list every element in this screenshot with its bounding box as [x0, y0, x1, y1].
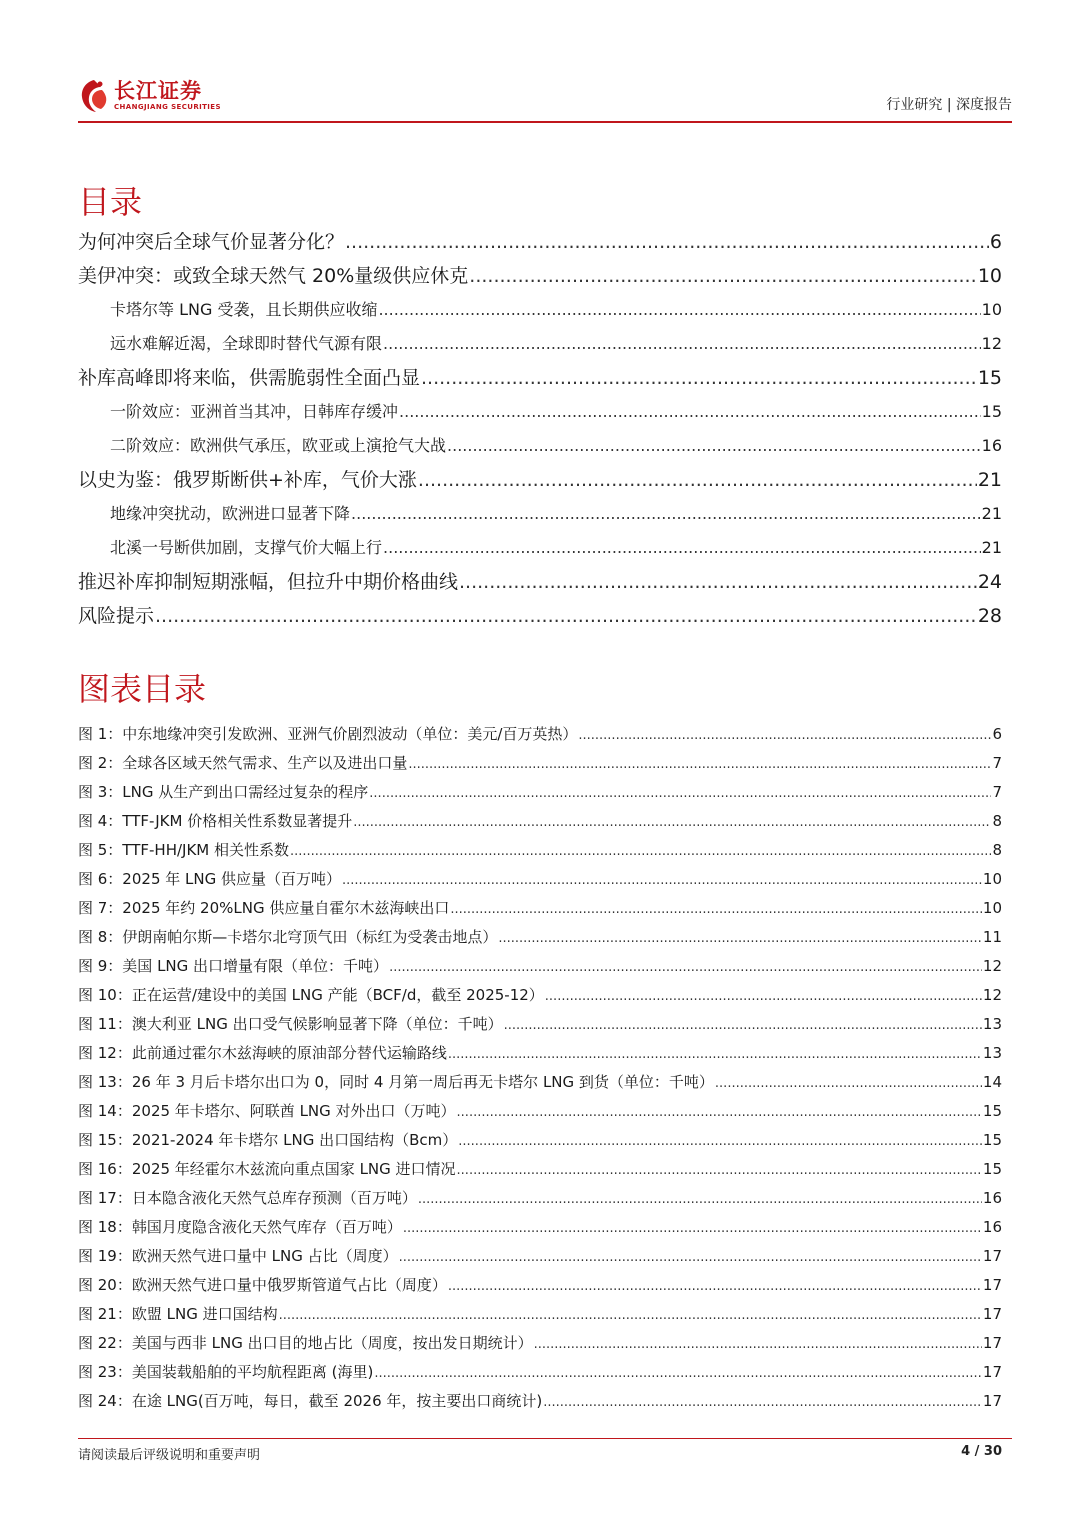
dot-leader — [578, 720, 991, 750]
figure-entry-page: 8 — [992, 841, 1002, 859]
page-number: 4 / 30 — [961, 1444, 1002, 1459]
figure-entry[interactable] — [78, 981, 1002, 1010]
toc-entry-page: 6 — [989, 231, 1002, 253]
figure-entry-label: 图 8：伊朗南帕尔斯—卡塔尔北穹顶气田（标红为受袭击地点） — [78, 928, 498, 946]
dot-leader — [469, 259, 977, 293]
figure-entry[interactable] — [78, 1097, 1002, 1126]
figure-entry-label: 图 22：美国与西非 LNG 出口目的地占比（周度，按出发日期统计） — [78, 1334, 533, 1352]
toc-entry[interactable] — [78, 361, 1002, 395]
figure-entry-page: 13 — [982, 1015, 1002, 1033]
figure-entry[interactable] — [78, 1068, 1002, 1097]
toc-list — [78, 225, 1002, 633]
toc-entry-page: 15 — [977, 367, 1002, 389]
figure-entry-page: 7 — [992, 754, 1002, 772]
figure-entry[interactable] — [78, 1300, 1002, 1329]
dot-leader — [418, 463, 977, 497]
toc-entry-page: 21 — [981, 504, 1002, 523]
dot-leader — [418, 1184, 982, 1214]
figure-entry-label: 图 21：欧盟 LNG 进口国结构 — [78, 1305, 278, 1323]
figure-entry-page: 15 — [982, 1160, 1002, 1178]
toc-entry[interactable] — [78, 293, 1002, 327]
figure-entry-page: 12 — [982, 986, 1002, 1004]
toc-entry-label: 风险提示 — [78, 605, 155, 627]
dot-leader — [421, 361, 977, 395]
figure-entry-page: 16 — [982, 1218, 1002, 1236]
toc-entry[interactable] — [78, 531, 1002, 565]
figure-entry-page: 16 — [982, 1189, 1002, 1207]
figure-entry[interactable] — [78, 1155, 1002, 1184]
figure-entry[interactable] — [78, 1126, 1002, 1155]
figure-list — [78, 720, 1002, 1416]
toc-entry[interactable] — [78, 599, 1002, 633]
toc-entry-page: 15 — [981, 402, 1002, 421]
dot-leader — [351, 497, 981, 531]
figure-entry-label: 图 1：中东地缘冲突引发欧洲、亚洲气价剧烈波动（单位：美元/百万英热） — [78, 725, 578, 743]
figure-entry-page: 7 — [992, 783, 1002, 801]
toc-entry-page: 24 — [977, 571, 1002, 593]
figure-entry-label: 图 17：日本隐含液化天然气总库存预测（百万吨） — [78, 1189, 417, 1207]
figure-entry-page: 15 — [982, 1102, 1002, 1120]
dot-leader — [715, 1068, 982, 1098]
figure-entry[interactable] — [78, 836, 1002, 865]
figure-entry-page: 17 — [982, 1363, 1002, 1381]
toc-entry-page: 16 — [981, 436, 1002, 455]
figure-entry-page: 14 — [982, 1073, 1002, 1091]
figure-entry-page: 15 — [982, 1131, 1002, 1149]
dot-leader — [383, 327, 981, 361]
figure-entry[interactable] — [78, 865, 1002, 894]
toc-entry-label: 远水难解近渴，全球即时替代气源有限 — [110, 334, 383, 353]
figure-entry-label: 图 19：欧洲天然气进口量中 LNG 占比（周度） — [78, 1247, 398, 1265]
figure-entry-label: 图 6：2025 年 LNG 供应量（百万吨） — [78, 870, 341, 888]
figure-entry[interactable] — [78, 1329, 1002, 1358]
dot-leader — [279, 1300, 982, 1330]
toc-entry[interactable] — [78, 463, 1002, 497]
figure-entry[interactable] — [78, 1387, 1002, 1416]
dot-leader — [543, 1387, 982, 1417]
figure-entry[interactable] — [78, 720, 1002, 749]
dot-leader — [403, 1213, 982, 1243]
toc-entry-page: 12 — [981, 334, 1002, 353]
dot-leader — [399, 1242, 982, 1272]
figure-entry[interactable] — [78, 1039, 1002, 1068]
toc-entry-label: 地缘冲突扰动，欧洲进口显著下降 — [110, 504, 351, 523]
toc-entry[interactable] — [78, 497, 1002, 531]
dot-leader — [450, 894, 982, 924]
figure-entry-label: 图 2：全球各区域天然气需求、生产以及进出口量 — [78, 754, 408, 772]
toc-entry-label: 二阶效应：欧洲供气承压，欧亚或上演抢气大战 — [110, 436, 447, 455]
toc-entry[interactable] — [78, 429, 1002, 463]
logo-chinese-name: 长江证券 — [114, 79, 202, 103]
figure-entry-page: 11 — [982, 928, 1002, 946]
dot-leader — [399, 395, 981, 429]
dot-leader — [369, 778, 991, 808]
logo-english-name: CHANGJIANG SECURITIES — [114, 103, 221, 111]
figure-entry-page: 10 — [982, 870, 1002, 888]
toc-entry[interactable] — [78, 565, 1002, 599]
figure-entry-page: 17 — [982, 1392, 1002, 1410]
figure-entry[interactable] — [78, 778, 1002, 807]
header-divider — [78, 121, 1012, 123]
dot-leader — [457, 1155, 982, 1185]
dot-leader — [342, 865, 982, 895]
figure-entry[interactable] — [78, 952, 1002, 981]
dot-leader — [408, 749, 991, 779]
dot-leader — [353, 807, 991, 837]
toc-entry[interactable] — [78, 259, 1002, 293]
dot-leader — [383, 531, 981, 565]
figure-list-title: 图表目录 — [78, 670, 207, 708]
figure-entry[interactable] — [78, 1271, 1002, 1300]
figure-entry-page: 13 — [982, 1044, 1002, 1062]
footer-divider — [78, 1438, 1012, 1439]
figure-entry-page: 10 — [982, 899, 1002, 917]
figure-entry[interactable] — [78, 1358, 1002, 1387]
figure-entry-label: 图 11：澳大利亚 LNG 出口受气候影响显著下降（单位：千吨） — [78, 1015, 503, 1033]
dot-leader — [504, 1010, 982, 1040]
figure-entry-label: 图 14：2025 年卡塔尔、阿联酋 LNG 对外出口（万吨） — [78, 1102, 456, 1120]
figure-entry-label: 图 20：欧洲天然气进口量中俄罗斯管道气占比（周度） — [78, 1276, 447, 1294]
toc-entry-page: 21 — [981, 538, 1002, 557]
toc-entry[interactable] — [78, 395, 1002, 429]
figure-entry-label: 图 16：2025 年经霍尔木兹流向重点国家 LNG 进口情况 — [78, 1160, 456, 1178]
figure-entry[interactable] — [78, 749, 1002, 778]
company-logo — [78, 74, 221, 118]
figure-entry-label: 图 5：TTF-HH/JKM 相关性系数 — [78, 841, 289, 859]
figure-entry-page: 17 — [982, 1247, 1002, 1265]
figure-entry-label: 图 3：LNG 从生产到出口需经过复杂的程序 — [78, 783, 369, 801]
figure-entry-label: 图 4：TTF-JKM 价格相关性系数显著提升 — [78, 812, 353, 830]
figure-entry-label: 图 18：韩国月度隐含液化天然气库存（百万吨） — [78, 1218, 402, 1236]
figure-entry[interactable] — [78, 1184, 1002, 1213]
figure-entry[interactable] — [78, 1010, 1002, 1039]
toc-entry-label: 为何冲突后全球气价显著分化？ — [78, 231, 345, 253]
toc-entry-label: 补库高峰即将来临，供需脆弱性全面凸显 — [78, 367, 421, 389]
figure-entry-page: 17 — [982, 1276, 1002, 1294]
toc-entry[interactable] — [78, 327, 1002, 361]
dot-leader — [345, 225, 989, 259]
toc-entry-page: 21 — [977, 469, 1002, 491]
figure-entry-label: 图 10：正在运营/建设中的美国 LNG 产能（BCF/d，截至 2025-12） — [78, 986, 544, 1004]
footer-disclaimer: 请阅读最后评级说明和重要声明 — [78, 1448, 261, 1463]
dot-leader — [447, 429, 981, 463]
figure-entry-label: 图 23：美国装载船舶的平均航程距离 (海里) — [78, 1363, 374, 1381]
dot-leader — [448, 1271, 982, 1301]
figure-entry-label: 图 7：2025 年约 20%LNG 供应量自霍尔木兹海峡出口 — [78, 899, 450, 917]
toc-title: 目录 — [78, 183, 143, 221]
figure-entry-page: 6 — [992, 725, 1002, 743]
figure-entry-page: 17 — [982, 1305, 1002, 1323]
toc-entry-page: 10 — [981, 300, 1002, 319]
figure-entry[interactable] — [78, 1213, 1002, 1242]
dot-leader — [457, 1097, 982, 1127]
toc-entry-page: 10 — [977, 265, 1002, 287]
figure-entry[interactable] — [78, 1242, 1002, 1271]
figure-entry-label: 图 13：26 年 3 月后卡塔尔出口为 0，同时 4 月第一周后再无卡塔尔 LNG 到货（单位：千吨） — [78, 1073, 714, 1091]
dot-leader — [374, 1358, 982, 1388]
figure-entry-page: 12 — [982, 957, 1002, 975]
figure-entry-page: 17 — [982, 1334, 1002, 1352]
report-category: 行业研究 | 深度报告 — [886, 97, 1012, 113]
toc-entry-label: 北溪一号断供加剧，支撑气价大幅上行 — [110, 538, 383, 557]
dot-leader — [448, 1039, 982, 1069]
figure-entry-label: 图 9：美国 LNG 出口增量有限（单位：千吨） — [78, 957, 389, 975]
toc-entry-label: 卡塔尔等 LNG 受袭，且长期供应收缩 — [110, 300, 378, 319]
figure-entry-label: 图 24：在途 LNG(百万吨，每日，截至 2026 年，按主要出口商统计) — [78, 1392, 543, 1410]
dot-leader — [458, 1126, 982, 1156]
toc-entry-label: 推迟补库抑制短期涨幅，但拉升中期价格曲线 — [78, 571, 459, 593]
dot-leader — [534, 1329, 982, 1359]
dot-leader — [290, 836, 991, 866]
dot-leader — [389, 952, 982, 982]
figure-entry[interactable] — [78, 807, 1002, 836]
figure-entry[interactable] — [78, 894, 1002, 923]
dot-leader — [545, 981, 982, 1011]
dot-leader — [498, 923, 982, 953]
toc-entry-label: 一阶效应：亚洲首当其冲，日韩库存缓冲 — [110, 402, 399, 421]
dot-leader — [378, 293, 980, 327]
page-header — [78, 74, 1012, 122]
toc-entry-page: 28 — [977, 605, 1002, 627]
figure-entry-label: 图 12：此前通过霍尔木兹海峡的原油部分替代运输路线 — [78, 1044, 447, 1062]
figure-entry-label: 图 15：2021-2024 年卡塔尔 LNG 出口国结构（Bcm） — [78, 1131, 458, 1149]
figure-entry[interactable] — [78, 923, 1002, 952]
figure-entry-page: 8 — [992, 812, 1002, 830]
phoenix-logo-icon — [78, 78, 110, 114]
dot-leader — [155, 599, 977, 633]
toc-entry-label: 以史为鉴：俄罗斯断供+补库，气价大涨 — [78, 469, 417, 491]
toc-entry[interactable] — [78, 225, 1002, 259]
dot-leader — [459, 565, 977, 599]
toc-entry-label: 美伊冲突：或致全球天然气 20%量级供应休克 — [78, 265, 469, 287]
